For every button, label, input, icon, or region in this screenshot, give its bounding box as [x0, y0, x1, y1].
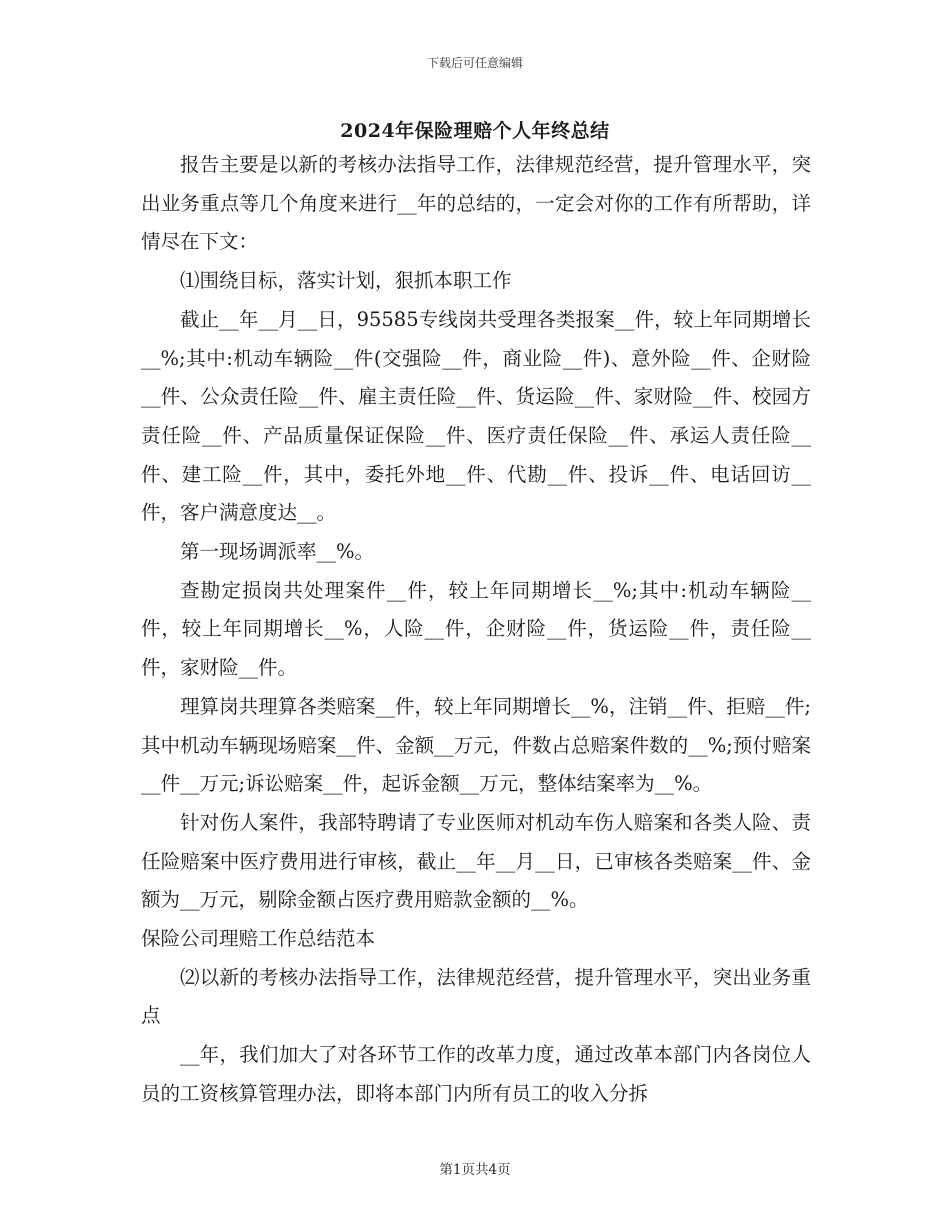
subtitle-sample: 保险公司理赔工作总结范本: [141, 927, 376, 951]
paragraph-adjustment-stats: 理算岗共理算各类赔案__件，较上年同期增长__%，注销__件、拒赔__件;其中机动车辆现场赔案__件、金额__万元，件数占总赔案件数的__%;预付赔案__件__万元;诉讼赔案__件，起诉金额__万元，整体结案率为__%。: [141, 694, 811, 796]
paragraph-reform: __年，我们加大了对各环节工作的改革力度，通过改革本部门内各岗位人员的工资核算管理办法，即将本部门内所有员工的收入分拆: [141, 1043, 811, 1105]
document-body: [141, 146, 811, 1114]
paragraph-survey-stats: 查勘定损岗共处理案件__件，较上年同期增长__%;其中:机动车辆险__件，较上年同期增长__%，人险__件，企财险__件，货运险__件，责任险__件，家财险__件。: [141, 578, 811, 680]
section-heading-1: ⑴围绕目标，落实计划，狠抓本职工作: [180, 269, 512, 293]
document-title: 2024年保险理赔个人年终总结: [340, 120, 610, 142]
paragraph-hotline-stats: 截止__年__月__日，95585专线岗共受理各类报案__件，较上年同期增长__%;其中:机动车辆险__件(交强险__件，商业险__件)、意外险__件、企财险__件、公众责任险__件、雇主责任险__件、货运险__件、家财险__件、校园方责任险__件、产品质量保证保险__件、医疗责任保险__件、承运人责任险__件、建工险__件，其中，委托外地__件、代勘__件、投诉__件、电话回访__件，客户满意度达__。: [141, 307, 811, 525]
page-number: 第1页共4页: [439, 1162, 511, 1178]
paragraph-medical-review: 针对伤人案件，我部特聘请了专业医师对机动车伤人赔案和各类人险、责任险赔案中医疗费用进行审核，截止__年__月__日，已审核各类赔案__件、金额为__万元，剔除金额占医疗费用赔款金额的__%。: [141, 810, 811, 912]
page-header-note: 下载后可任意编辑: [426, 56, 523, 70]
paragraph-intro: 报告主要是以新的考核办法指导工作，法律规范经营，提升管理水平，突出业务重点等几个角度来进行__年的总结的，一定会对你的工作有所帮助，详情尽在下文：: [141, 153, 811, 254]
paragraph-dispatch-rate: 第一现场调派率__%。: [180, 540, 375, 564]
section-heading-2: ⑵以新的考核办法指导工作，法律规范经营，提升管理水平，突出业务重点: [141, 965, 811, 1028]
